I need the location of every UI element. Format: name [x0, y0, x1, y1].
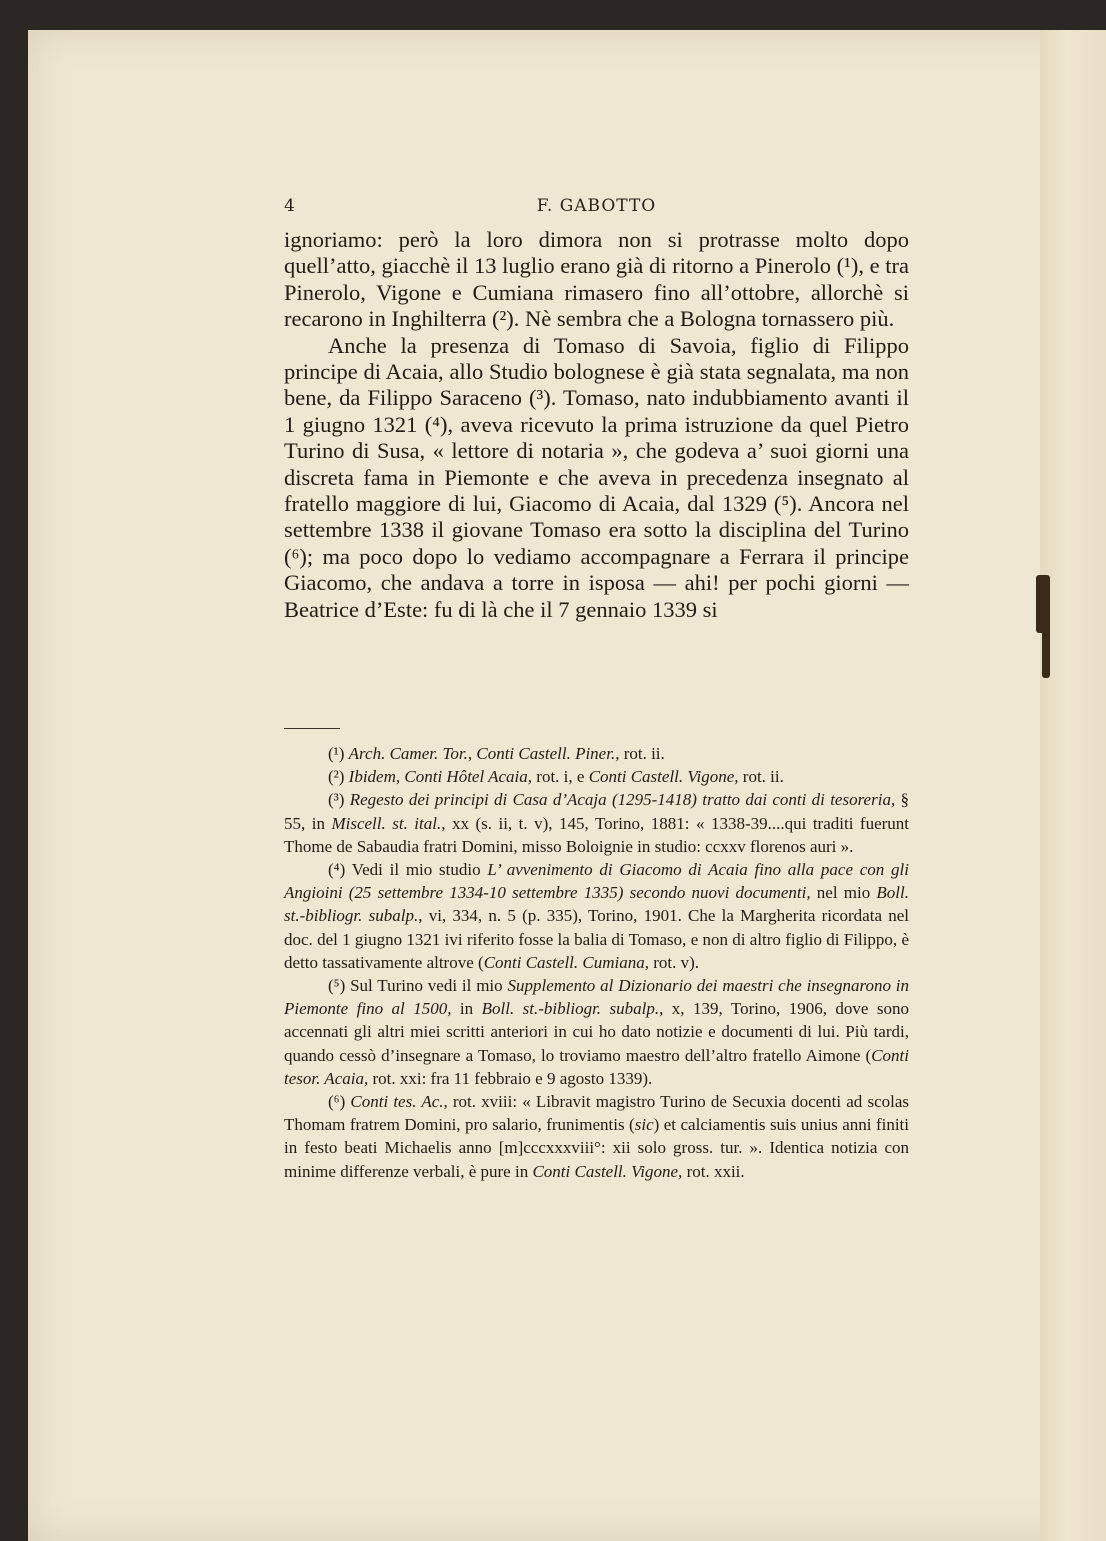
footnote: [284, 858, 909, 974]
footnote-citation: Conti Castell. Cumiana,: [483, 952, 649, 972]
paragraph: Anche la presenza di Tomaso di Savoia, figlio di Filippo principe di Acaia, allo Studio bolognese è già stata segnalata, ma non bene, da Filippo Saraceno (³). Tomaso, nato indubbiamento avanti il 1 giugno 1321 (⁴), aveva ricevuto la prima istruzione da quel Pietro Turino di Susa, « lettore di notaria », che godeva a’ suoi giorni una discreta fama in Piemonte e che aveva in precedenza insegnato al fratello maggiore di lui, Giacomo di Acaia, dal 1329 (⁵). Ancora nel settembre 1338 il giovane Tomaso era sotto la disciplina del Turino (⁶); ma poco dopo lo vediamo accompagnare a Ferrara il principe Giacomo, che andava a torre in isposa — ahi! per pochi giorni — Beatrice d’Este: fu di là che il 7 gennaio 1339 si: [284, 332, 909, 622]
footnote-text: rot. i, e: [532, 767, 589, 787]
footnote-text: rot. ii.: [738, 767, 784, 787]
footnote-citation: L’ avvenimento di Giacomo di Acaia fino alla pace con gli Angioini (25 settembre 1334-10 settembre 1335) secondo nuovi documenti,: [284, 860, 909, 903]
paragraph: ignoriamo: però la loro dimora non si protrasse molto dopo quell’atto, giacchè il 13 luglio erano già di ritorno a Pinerolo (¹), e tra Pinerolo, Vigone e Cumiana rimasero fino all’ottobre, allorchè si recarono in Inghilterra (²). Nè sembra che a Bologna tornassero più.: [284, 227, 909, 332]
footnote-text: , x, 139, Torino, 1906, dove sono accennati gli altri miei scritti anteriori in cui ho dato notizie e documenti di lui. Più tardi, quando cessò d’insegnare a Tomaso, lo troviamo maestro dell’altro fratello Aimone (: [284, 999, 910, 1065]
footnote: [284, 974, 909, 1090]
footnote-text: ,: [467, 744, 477, 763]
footnote-citation: Conti tesor. Acaia,: [284, 1045, 909, 1088]
footnote-citation: Regesto dei principi di Casa d’Acaja (1295-1418) tratto dai conti di tesoreria,: [349, 790, 896, 810]
footnote-text: ) et calciamentis suis unius anni finiti in festo beati Michaelis anno [m]cccxxxviii°: xii solo gross. tur. ». Identica notizia con minime differenze verbali, è pure in: [284, 1115, 909, 1181]
footnote: [284, 788, 909, 858]
footnote-text: rot. v).: [648, 952, 700, 972]
footnote-text: rot. xxii.: [682, 1161, 745, 1181]
footnote-text: , rot. xviii: « Libravit magistro Turino de Secuxia docenti ad scolas Thomam fratrem Domini, pro salario, frunimentis (: [284, 1092, 910, 1135]
footnote: [284, 1090, 909, 1183]
footnote-mark: (⁶): [328, 1092, 346, 1112]
footnote-text: rot. xxi: fra 11 febbraio e 9 agosto 1339).: [368, 1068, 653, 1088]
footnote-mark: (³): [328, 790, 345, 810]
footnote-mark: (¹): [328, 744, 345, 763]
footnote-rule: [284, 728, 340, 729]
footnote-citation: Arch. Camer. Tor.: [348, 744, 468, 763]
footnote-citation: Supplemento al Dizionario dei maestri che insegnarono in Piemonte fino al 1500,: [284, 976, 910, 1019]
footnote-citation: Miscell. st. ital.: [331, 813, 442, 833]
footnote-citation: Conti tes. Ac.: [350, 1092, 444, 1112]
footnote-citation: sic: [634, 1115, 654, 1135]
footnote-citation: Boll. st.-bibliogr. subalp.: [284, 883, 909, 926]
footnote-citation: Conti Castell. Vigone,: [588, 767, 739, 787]
running-head-author: F. GABOTTO: [536, 196, 657, 216]
footnote: [284, 742, 909, 765]
footnote-citation: Ibidem, Conti Hôtel Acaia,: [348, 767, 533, 787]
binding-mark: [1042, 622, 1050, 678]
footnote-text: , rot. ii.: [615, 744, 665, 763]
page-edge: [1040, 30, 1106, 1541]
footnote-mark: (⁴): [328, 860, 346, 880]
footnotes: [284, 742, 909, 1183]
footnote-text: Vedi il mio studio: [345, 860, 488, 880]
footnote-text: , xx (s. ii, t. v), 145, Torino, 1881: « 1338-39....qui traditi fuerunt Thome de Sabaudia fratri Domini, misso Boloignie in studio: ccxxv florenos auri ».: [284, 813, 909, 856]
footnote-citation: Boll. st.-bibliogr. subalp.: [481, 999, 660, 1019]
footnote-text: Sul Turino vedi il mio: [345, 976, 508, 996]
footnote-text: in: [451, 999, 482, 1019]
footnote-text: nel mio: [810, 883, 877, 903]
footnote-citation: Conti Castell. Vigone,: [532, 1161, 683, 1181]
page-number: 4: [284, 196, 295, 216]
footnote-text: , vi, 334, n. 5 (p. 335), Torino, 1901. Che la Margherita ricordata nel doc. del 1 giugno 1321 ivi riferito fosse la balia di Tomaso, e non di altro figlio di Filippo, è detto tassativamente altrove (: [284, 906, 909, 972]
footnote: [284, 765, 909, 788]
footnote-mark: (⁵): [328, 976, 346, 996]
footnote-mark: (²): [328, 767, 345, 787]
main-text: [284, 227, 909, 623]
footnote-citation: Conti Castell. Piner.: [476, 744, 616, 763]
footnote-text: § 55, in: [284, 790, 910, 833]
